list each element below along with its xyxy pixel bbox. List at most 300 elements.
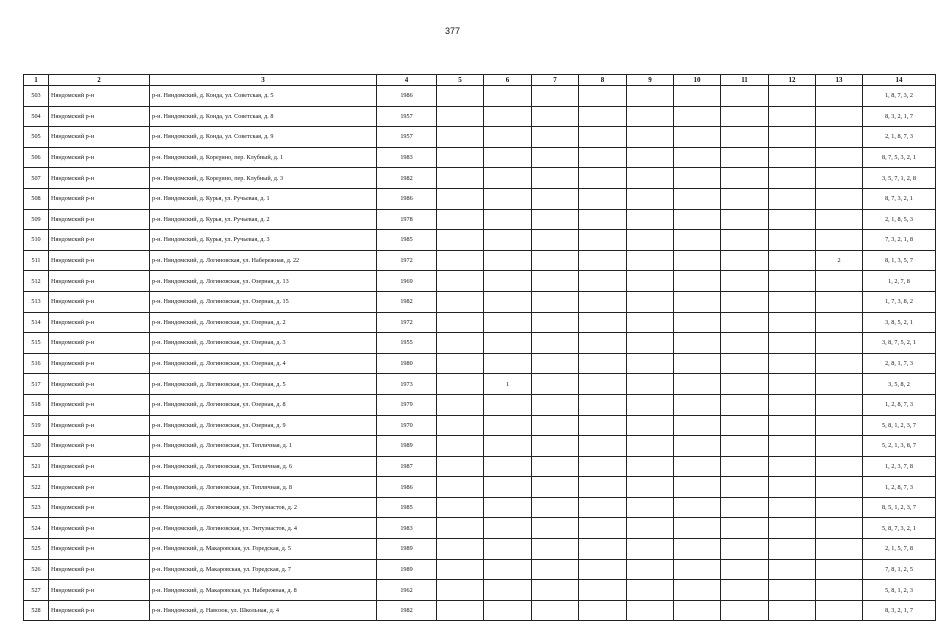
col11-cell [721, 168, 769, 189]
col9-cell [627, 312, 674, 333]
col11-cell [721, 518, 769, 539]
col6-cell [484, 188, 532, 209]
col12-cell [769, 168, 816, 189]
district-cell: Няндомский р-н [49, 456, 150, 477]
col7-cell [532, 291, 579, 312]
col11-cell [721, 106, 769, 127]
col13-cell [816, 600, 863, 621]
col9-cell [627, 230, 674, 251]
col12-cell [769, 312, 816, 333]
codes-cell: 2, 8, 1, 7, 3 [863, 353, 936, 374]
col10-cell [674, 415, 721, 436]
district-cell: Няндомский р-н [49, 394, 150, 415]
year-cell: 1985 [377, 497, 437, 518]
col12-cell [769, 209, 816, 230]
column-header-3: 3 [150, 75, 377, 86]
table-row [24, 497, 936, 518]
district-cell: Няндомский р-н [49, 127, 150, 148]
col9-cell [627, 394, 674, 415]
year-cell: 1985 [377, 230, 437, 251]
col8-cell [579, 518, 627, 539]
codes-cell: 1, 7, 3, 8, 2 [863, 291, 936, 312]
col5-cell [437, 456, 484, 477]
col10-cell [674, 271, 721, 292]
col5-cell [437, 497, 484, 518]
column-header-6: 6 [484, 75, 532, 86]
col10-cell [674, 250, 721, 271]
address-cell: р-н. Няндомский, д. Курья, ул. Ручьевая, д. 1 [150, 188, 377, 209]
district-cell: Няндомский р-н [49, 291, 150, 312]
district-cell: Няндомский р-н [49, 436, 150, 457]
col6-cell [484, 312, 532, 333]
table-row [24, 291, 936, 312]
address-cell: р-н. Няндомский, д. Конда, ул. Советская, д. 8 [150, 106, 377, 127]
year-cell: 1955 [377, 333, 437, 354]
address-cell: р-н. Няндомский, д. Конда, ул. Советская, д. 5 [150, 86, 377, 107]
codes-cell: 8, 1, 3, 5, 7 [863, 250, 936, 271]
codes-cell: 7, 8, 1, 2, 5 [863, 559, 936, 580]
column-header-5: 5 [437, 75, 484, 86]
col10-cell [674, 436, 721, 457]
district-cell: Няндомский р-н [49, 230, 150, 251]
col11-cell [721, 271, 769, 292]
col10-cell [674, 539, 721, 560]
address-cell: р-н. Няндомский, д. Макаровская, ул. Набережная, д. 8 [150, 580, 377, 601]
col5-cell [437, 106, 484, 127]
address-cell: р-н. Няндомский, д. Логиновская, ул. Озерная, д. 15 [150, 291, 377, 312]
year-cell: 1957 [377, 106, 437, 127]
col6-cell [484, 230, 532, 251]
row-number: 528 [24, 600, 49, 621]
district-cell: Няндомский р-н [49, 477, 150, 498]
col11-cell [721, 230, 769, 251]
col12-cell [769, 415, 816, 436]
col12-cell [769, 230, 816, 251]
row-number: 509 [24, 209, 49, 230]
col9-cell [627, 580, 674, 601]
col12-cell [769, 518, 816, 539]
codes-cell: 1, 2, 7, 8 [863, 271, 936, 292]
col13-cell [816, 436, 863, 457]
codes-cell: 3, 5, 7, 1, 2, 8 [863, 168, 936, 189]
address-cell: р-н. Няндомский, д. Логиновская, ул. Озерная, д. 4 [150, 353, 377, 374]
column-header-12: 12 [769, 75, 816, 86]
address-cell: р-н. Няндомский, д. Конда, ул. Советская, д. 9 [150, 127, 377, 148]
col5-cell [437, 250, 484, 271]
col10-cell [674, 477, 721, 498]
table-row [24, 580, 936, 601]
col13-cell [816, 394, 863, 415]
row-number: 517 [24, 374, 49, 395]
col6-cell [484, 456, 532, 477]
col7-cell [532, 600, 579, 621]
column-header-14: 14 [863, 75, 936, 86]
col7-cell [532, 333, 579, 354]
address-cell: р-н. Няндомский, д. Логиновская, ул. Энтузиастов, д. 4 [150, 518, 377, 539]
row-number: 508 [24, 188, 49, 209]
row-number: 521 [24, 456, 49, 477]
col5-cell [437, 230, 484, 251]
header-row [24, 75, 936, 86]
col5-cell [437, 559, 484, 580]
district-cell: Няндомский р-н [49, 580, 150, 601]
col5-cell [437, 188, 484, 209]
year-cell: 1982 [377, 291, 437, 312]
row-number: 524 [24, 518, 49, 539]
col10-cell [674, 312, 721, 333]
codes-cell: 8, 3, 2, 1, 7 [863, 106, 936, 127]
col10-cell [674, 147, 721, 168]
col12-cell [769, 374, 816, 395]
col11-cell [721, 312, 769, 333]
table-row [24, 168, 936, 189]
col10-cell [674, 291, 721, 312]
col6-cell [484, 333, 532, 354]
col5-cell [437, 147, 484, 168]
row-number: 504 [24, 106, 49, 127]
table-row [24, 394, 936, 415]
year-cell: 1978 [377, 209, 437, 230]
table-row [24, 456, 936, 477]
address-cell: р-н. Няндомский, д. Логиновская, ул. Тепличная, д. 1 [150, 436, 377, 457]
col7-cell [532, 106, 579, 127]
year-cell: 1972 [377, 250, 437, 271]
codes-cell: 3, 8, 5, 2, 1 [863, 312, 936, 333]
table-row [24, 127, 936, 148]
row-number: 518 [24, 394, 49, 415]
col7-cell [532, 497, 579, 518]
col13-cell [816, 539, 863, 560]
col5-cell [437, 271, 484, 292]
col10-cell [674, 374, 721, 395]
col9-cell [627, 497, 674, 518]
year-cell: 1970 [377, 415, 437, 436]
col11-cell [721, 250, 769, 271]
codes-cell: 5, 2, 1, 3, 8, 7 [863, 436, 936, 457]
col9-cell [627, 456, 674, 477]
col9-cell [627, 168, 674, 189]
column-header-13: 13 [816, 75, 863, 86]
col10-cell [674, 188, 721, 209]
col10-cell [674, 127, 721, 148]
col8-cell [579, 559, 627, 580]
col7-cell [532, 456, 579, 477]
col12-cell [769, 456, 816, 477]
col12-cell [769, 539, 816, 560]
col9-cell [627, 539, 674, 560]
address-cell: р-н. Няндомский, д. Логиновская, ул. Озерная, д. 3 [150, 333, 377, 354]
col5-cell [437, 209, 484, 230]
row-number: 514 [24, 312, 49, 333]
district-cell: Няндомский р-н [49, 497, 150, 518]
year-cell: 1957 [377, 127, 437, 148]
col6-cell [484, 436, 532, 457]
district-cell: Няндомский р-н [49, 518, 150, 539]
col9-cell [627, 333, 674, 354]
col5-cell [437, 353, 484, 374]
address-cell: р-н. Няндомский, д. Курья, ул. Ручьевая, д. 2 [150, 209, 377, 230]
address-cell: р-н. Няндомский, д. Логиновская, ул. Озерная, д. 8 [150, 394, 377, 415]
codes-cell: 5, 8, 7, 3, 2, 1 [863, 518, 936, 539]
col7-cell [532, 477, 579, 498]
col13-cell [816, 518, 863, 539]
col8-cell [579, 168, 627, 189]
col13-cell: 2 [816, 250, 863, 271]
col9-cell [627, 127, 674, 148]
col5-cell [437, 436, 484, 457]
codes-cell: 8, 7, 5, 3, 2, 1 [863, 147, 936, 168]
table-row [24, 436, 936, 457]
codes-cell: 2, 1, 5, 7, 8 [863, 539, 936, 560]
col13-cell [816, 333, 863, 354]
codes-cell: 1, 2, 8, 7, 3 [863, 394, 936, 415]
col12-cell [769, 580, 816, 601]
address-cell: р-н. Няндомский, д. Кореχино, пер. Клубный, д. 1 [150, 147, 377, 168]
col6-cell [484, 250, 532, 271]
col9-cell [627, 477, 674, 498]
col8-cell [579, 250, 627, 271]
codes-cell: 2, 1, 8, 5, 3 [863, 209, 936, 230]
col8-cell [579, 127, 627, 148]
col9-cell [627, 86, 674, 107]
col5-cell [437, 580, 484, 601]
district-cell: Няндомский р-н [49, 415, 150, 436]
district-cell: Няндомский р-н [49, 168, 150, 189]
col10-cell [674, 580, 721, 601]
col6-cell [484, 477, 532, 498]
col8-cell [579, 353, 627, 374]
codes-cell: 1, 2, 3, 7, 8 [863, 456, 936, 477]
row-number: 511 [24, 250, 49, 271]
col9-cell [627, 188, 674, 209]
col10-cell [674, 394, 721, 415]
row-number: 505 [24, 127, 49, 148]
col8-cell [579, 436, 627, 457]
col12-cell [769, 559, 816, 580]
col13-cell [816, 230, 863, 251]
col8-cell [579, 394, 627, 415]
col6-cell [484, 415, 532, 436]
col13-cell [816, 353, 863, 374]
col7-cell [532, 230, 579, 251]
table-row [24, 415, 936, 436]
col7-cell [532, 168, 579, 189]
year-cell: 1989 [377, 539, 437, 560]
year-cell: 1983 [377, 147, 437, 168]
col6-cell [484, 106, 532, 127]
codes-cell: 5, 8, 1, 2, 3, 7 [863, 415, 936, 436]
col6-cell [484, 168, 532, 189]
col12-cell [769, 147, 816, 168]
year-cell: 1973 [377, 374, 437, 395]
col8-cell [579, 106, 627, 127]
col11-cell [721, 539, 769, 560]
col9-cell [627, 209, 674, 230]
col7-cell [532, 436, 579, 457]
address-cell: р-н. Няндомский, д. Макаровская, ул. Горедская, д. 5 [150, 539, 377, 560]
col10-cell [674, 209, 721, 230]
address-cell: р-н. Няндомский, д. Логиновская, ул. Озерная, д. 2 [150, 312, 377, 333]
col12-cell [769, 477, 816, 498]
row-number: 512 [24, 271, 49, 292]
col5-cell [437, 127, 484, 148]
district-cell: Няндомский р-н [49, 271, 150, 292]
col8-cell [579, 415, 627, 436]
col7-cell [532, 127, 579, 148]
col6-cell [484, 147, 532, 168]
col12-cell [769, 271, 816, 292]
col6-cell [484, 353, 532, 374]
district-cell: Няндомский р-н [49, 374, 150, 395]
col9-cell [627, 436, 674, 457]
row-number: 522 [24, 477, 49, 498]
year-cell: 1983 [377, 518, 437, 539]
col12-cell [769, 333, 816, 354]
row-number: 519 [24, 415, 49, 436]
col8-cell [579, 86, 627, 107]
col6-cell [484, 394, 532, 415]
col9-cell [627, 291, 674, 312]
table-row [24, 333, 936, 354]
row-number: 523 [24, 497, 49, 518]
col7-cell [532, 312, 579, 333]
col10-cell [674, 86, 721, 107]
col5-cell [437, 86, 484, 107]
district-cell: Няндомский р-н [49, 312, 150, 333]
col7-cell [532, 188, 579, 209]
col7-cell [532, 147, 579, 168]
col13-cell [816, 147, 863, 168]
address-cell: р-н. Няндомский, д. Логиновская, ул. Озерная, д. 13 [150, 271, 377, 292]
col12-cell [769, 436, 816, 457]
address-cell: р-н. Няндомский, д. Логиновская, ул. Тепличная, д. 6 [150, 456, 377, 477]
row-number: 507 [24, 168, 49, 189]
col10-cell [674, 497, 721, 518]
col12-cell [769, 106, 816, 127]
row-number: 520 [24, 436, 49, 457]
col7-cell [532, 518, 579, 539]
col7-cell [532, 374, 579, 395]
year-cell: 1969 [377, 271, 437, 292]
col9-cell [627, 600, 674, 621]
table-row [24, 477, 936, 498]
column-header-9: 9 [627, 75, 674, 86]
row-number: 510 [24, 230, 49, 251]
col9-cell [627, 147, 674, 168]
col13-cell [816, 374, 863, 395]
col6-cell: 1 [484, 374, 532, 395]
codes-cell: 2, 1, 8, 7, 3 [863, 127, 936, 148]
col9-cell [627, 518, 674, 539]
codes-cell: 8, 3, 2, 1, 7 [863, 600, 936, 621]
year-cell: 1982 [377, 168, 437, 189]
address-cell: р-н. Няндомский, д. Навозок, ул. Школьная, д. 4 [150, 600, 377, 621]
col12-cell [769, 394, 816, 415]
district-cell: Няндомский р-н [49, 188, 150, 209]
year-cell: 1962 [377, 580, 437, 601]
page-number: 377 [444, 26, 461, 36]
district-cell: Няндомский р-н [49, 559, 150, 580]
codes-cell: 3, 8, 7, 5, 2, 1 [863, 333, 936, 354]
col11-cell [721, 127, 769, 148]
col12-cell [769, 86, 816, 107]
col6-cell [484, 291, 532, 312]
col7-cell [532, 353, 579, 374]
col8-cell [579, 230, 627, 251]
year-cell: 1986 [377, 188, 437, 209]
col8-cell [579, 291, 627, 312]
col13-cell [816, 127, 863, 148]
col9-cell [627, 374, 674, 395]
row-number: 525 [24, 539, 49, 560]
table-row [24, 312, 936, 333]
column-header-1: 1 [24, 75, 49, 86]
row-number: 526 [24, 559, 49, 580]
col11-cell [721, 580, 769, 601]
col9-cell [627, 271, 674, 292]
col12-cell [769, 127, 816, 148]
col11-cell [721, 209, 769, 230]
address-cell: р-н. Няндомский, д. Макаровская, ул. Горедская, д. 7 [150, 559, 377, 580]
col8-cell [579, 600, 627, 621]
col12-cell [769, 497, 816, 518]
col11-cell [721, 291, 769, 312]
col13-cell [816, 456, 863, 477]
codes-cell: 3, 5, 8, 2 [863, 374, 936, 395]
col8-cell [579, 580, 627, 601]
district-cell: Няндомский р-н [49, 250, 150, 271]
table-body [24, 86, 936, 621]
year-cell: 1972 [377, 312, 437, 333]
district-cell: Няндомский р-н [49, 600, 150, 621]
table-row [24, 106, 936, 127]
district-cell: Няндомский р-н [49, 106, 150, 127]
row-number: 513 [24, 291, 49, 312]
table-row [24, 188, 936, 209]
col6-cell [484, 127, 532, 148]
col5-cell [437, 168, 484, 189]
col6-cell [484, 559, 532, 580]
col8-cell [579, 333, 627, 354]
col5-cell [437, 291, 484, 312]
col6-cell [484, 86, 532, 107]
col5-cell [437, 333, 484, 354]
year-cell: 1979 [377, 394, 437, 415]
address-cell: р-н. Няндомский, д. Логиновская, ул. Энтузиастов, д. 2 [150, 497, 377, 518]
col13-cell [816, 188, 863, 209]
col13-cell [816, 497, 863, 518]
year-cell: 1980 [377, 353, 437, 374]
col5-cell [437, 518, 484, 539]
year-cell: 1986 [377, 86, 437, 107]
table-row [24, 374, 936, 395]
col9-cell [627, 559, 674, 580]
col5-cell [437, 415, 484, 436]
district-cell: Няндомский р-н [49, 353, 150, 374]
col10-cell [674, 518, 721, 539]
col7-cell [532, 559, 579, 580]
col7-cell [532, 415, 579, 436]
col6-cell [484, 209, 532, 230]
col8-cell [579, 374, 627, 395]
col7-cell [532, 271, 579, 292]
column-header-2: 2 [49, 75, 150, 86]
col6-cell [484, 271, 532, 292]
address-cell: р-н. Няндомский, д. Логиновская, ул. Набережная, д. 22 [150, 250, 377, 271]
col10-cell [674, 456, 721, 477]
col6-cell [484, 580, 532, 601]
codes-cell: 5, 8, 1, 2, 3 [863, 580, 936, 601]
